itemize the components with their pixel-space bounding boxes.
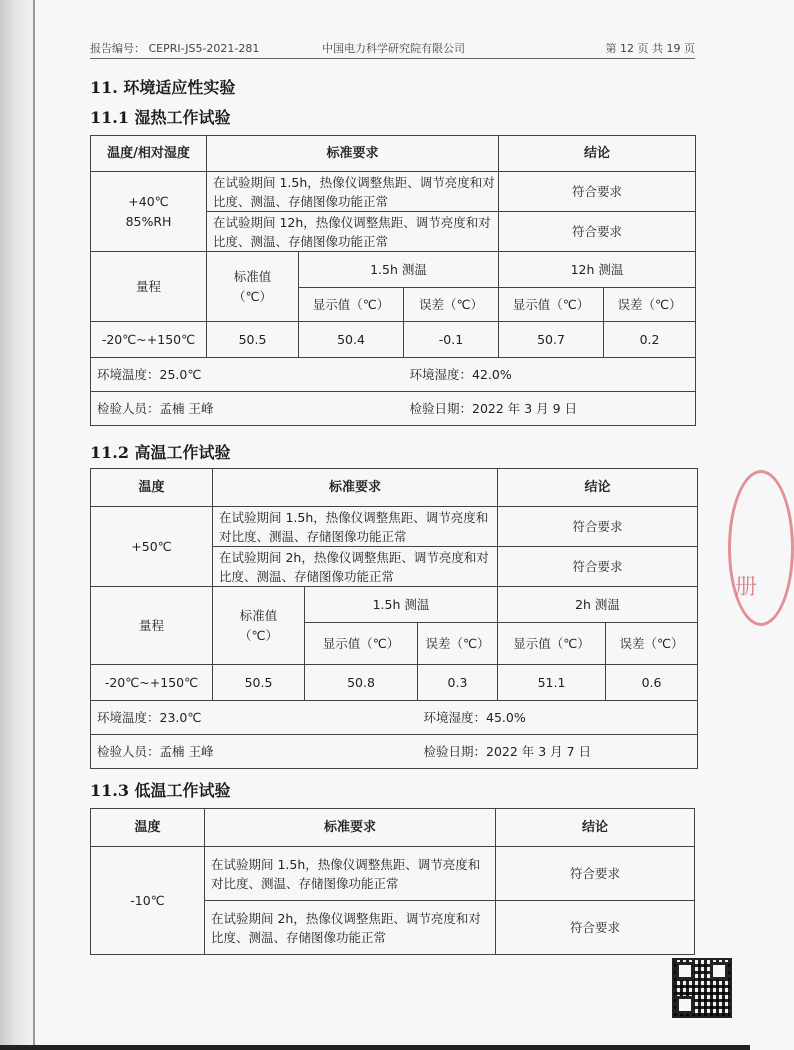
requirement-text: 在试验期间 1.5h，热像仪调整焦距、调节亮度和对比度、测温、存储图像功能正常 xyxy=(205,847,496,901)
period1-label: 1.5h 测温 xyxy=(305,587,498,623)
qr-finder-pattern xyxy=(676,996,694,1014)
qr-finder-pattern xyxy=(710,962,728,980)
ambient-humidity: 环境湿度：42.0% xyxy=(404,358,696,392)
conclusion-value: 符合要求 xyxy=(496,847,695,901)
col-header-condition: 温度/相对湿度 xyxy=(91,136,207,172)
range-label: 量程 xyxy=(91,252,207,322)
test-condition xyxy=(91,172,207,252)
qr-finder-pattern xyxy=(676,962,694,980)
condition-temperature: +40℃ xyxy=(128,193,169,209)
col-header-condition: 温度 xyxy=(91,469,213,507)
period2-label: 2h 测温 xyxy=(498,587,698,623)
high-temp-table xyxy=(90,468,698,769)
col-header-requirement: 标准要求 xyxy=(205,809,496,847)
col-header-condition: 温度 xyxy=(91,809,205,847)
conclusion-value: 符合要求 xyxy=(499,212,696,252)
range-value: -20℃~+150℃ xyxy=(91,665,213,701)
requirement-text: 在试验期间 2h，热像仪调整焦距、调节亮度和对比度、测温、存储图像功能正常 xyxy=(205,901,496,955)
error-value-2: 0.6 xyxy=(606,665,698,701)
period1-label: 1.5h 测温 xyxy=(299,252,499,288)
error-value-2: 0.2 xyxy=(604,322,696,358)
low-temp-table xyxy=(90,808,695,955)
requirement-text: 在试验期间 12h，热像仪调整焦距、调节亮度和对比度、测温、存储图像功能正常 xyxy=(207,212,499,252)
col-header-conclusion: 结论 xyxy=(498,469,698,507)
conclusion-value: 符合要求 xyxy=(499,172,696,212)
red-seal-stamp xyxy=(728,470,794,626)
company-name: 中国电力科学研究院有限公司 xyxy=(322,42,465,55)
ambient-temperature: 环境温度：23.0℃ xyxy=(91,701,418,735)
period2-label: 12h 测温 xyxy=(499,252,696,288)
requirement-text: 在试验期间 1.5h，热像仪调整焦距、调节亮度和对比度、测温、存储图像功能正常 xyxy=(213,507,498,547)
standard-value-label xyxy=(213,587,305,665)
standard-value-label-line2: （℃） xyxy=(238,627,279,643)
col-header-requirement: 标准要求 xyxy=(207,136,499,172)
subsection-title-humid-heat: 11.1 湿热工作试验 xyxy=(90,108,231,127)
conclusion-value: 符合要求 xyxy=(498,547,698,587)
conclusion-value: 符合要求 xyxy=(496,901,695,955)
requirement-text: 在试验期间 2h，热像仪调整焦距、调节亮度和对比度、测温、存储图像功能正常 xyxy=(213,547,498,587)
display-value-label: 显示值（℃） xyxy=(499,288,604,322)
range-label: 量程 xyxy=(91,587,213,665)
condition-humidity: 85%RH xyxy=(125,213,172,229)
scan-edge xyxy=(0,1045,750,1050)
range-value: -20℃~+150℃ xyxy=(91,322,207,358)
error-label: 误差（℃） xyxy=(604,288,696,322)
display-value-2: 50.7 xyxy=(499,322,604,358)
page-header xyxy=(90,40,695,56)
subsection-title-high-temp: 11.2 高温工作试验 xyxy=(90,443,231,462)
humid-heat-table xyxy=(90,135,696,426)
header-divider xyxy=(90,58,695,59)
test-condition: -10℃ xyxy=(91,847,205,955)
error-value-1: 0.3 xyxy=(418,665,498,701)
display-value-2: 51.1 xyxy=(498,665,606,701)
error-value-1: -0.1 xyxy=(404,322,499,358)
ambient-humidity: 环境湿度：45.0% xyxy=(418,701,698,735)
standard-value: 50.5 xyxy=(213,665,305,701)
standard-value: 50.5 xyxy=(207,322,299,358)
report-number: 报告编号： CEPRI-JS5-2021-281 xyxy=(90,42,260,55)
subsection-title-low-temp: 11.3 低温工作试验 xyxy=(90,781,231,800)
display-value-label: 显示值（℃） xyxy=(299,288,404,322)
test-condition: +50℃ xyxy=(91,507,213,587)
section-title: 11. 环境适应性实验 xyxy=(90,78,236,97)
display-value-label: 显示值（℃） xyxy=(305,623,418,665)
standard-value-label-line1: 标准值 xyxy=(239,607,278,623)
seal-text: 册 xyxy=(735,575,758,600)
standard-value-label xyxy=(207,252,299,322)
error-label: 误差（℃） xyxy=(418,623,498,665)
inspection-date: 检验日期：2022 年 3 月 7 日 xyxy=(418,735,698,769)
page-number: 第 12 页 共 19 页 xyxy=(605,42,695,55)
standard-value-label-line1: 标准值 xyxy=(233,268,272,284)
ambient-temperature: 环境温度：25.0℃ xyxy=(91,358,404,392)
binding-spine xyxy=(0,0,34,1050)
conclusion-value: 符合要求 xyxy=(498,507,698,547)
display-value-label: 显示值（℃） xyxy=(498,623,606,665)
col-header-conclusion: 结论 xyxy=(496,809,695,847)
inspection-date: 检验日期：2022 年 3 月 9 日 xyxy=(404,392,696,426)
binding-edge xyxy=(33,0,35,1050)
error-label: 误差（℃） xyxy=(606,623,698,665)
col-header-conclusion: 结论 xyxy=(499,136,696,172)
requirement-text: 在试验期间 1.5h，热像仪调整焦距、调节亮度和对比度、测温、存储图像功能正常 xyxy=(207,172,499,212)
display-value-1: 50.4 xyxy=(299,322,404,358)
standard-value-label-line2: （℃） xyxy=(232,288,273,304)
inspectors: 检验人员：孟楠 王峰 xyxy=(91,392,404,426)
inspectors: 检验人员：孟楠 王峰 xyxy=(91,735,418,769)
col-header-requirement: 标准要求 xyxy=(213,469,498,507)
display-value-1: 50.8 xyxy=(305,665,418,701)
qr-code-icon xyxy=(672,958,732,1018)
error-label: 误差（℃） xyxy=(404,288,499,322)
